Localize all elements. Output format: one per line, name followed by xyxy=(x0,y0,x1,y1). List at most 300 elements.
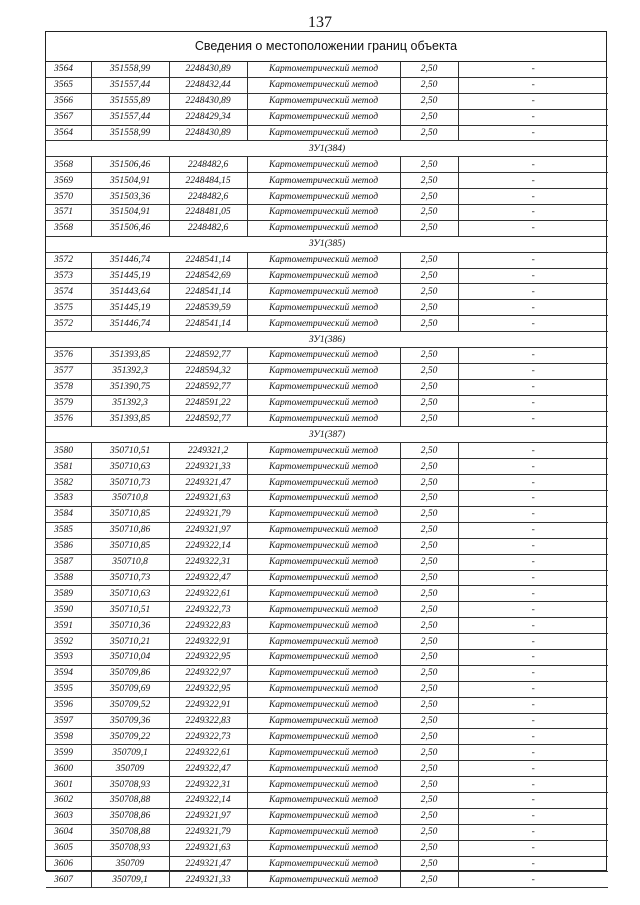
accuracy-cell: 2,50 xyxy=(400,681,458,697)
description-cell: - xyxy=(458,205,608,221)
accuracy-cell: 2,50 xyxy=(400,570,458,586)
point-number-cell: 3589 xyxy=(46,586,91,602)
description-cell: - xyxy=(458,284,608,300)
group-header-row xyxy=(46,332,608,348)
description-cell: - xyxy=(458,808,608,824)
table-row xyxy=(46,220,608,236)
accuracy-cell: 2,50 xyxy=(400,840,458,856)
method-cell: Картометрический метод xyxy=(247,856,400,872)
table-row xyxy=(46,618,608,634)
coord-y-cell: 2248542,69 xyxy=(169,268,247,284)
coord-y-cell: 2249322,14 xyxy=(169,538,247,554)
coord-x-cell: 350709,86 xyxy=(91,665,169,681)
accuracy-cell: 2,50 xyxy=(400,173,458,189)
coord-y-cell: 2249321,47 xyxy=(169,856,247,872)
coord-y-cell: 2248482,6 xyxy=(169,157,247,173)
method-cell: Картометрический метод xyxy=(247,93,400,109)
table-row xyxy=(46,316,608,332)
description-cell: - xyxy=(458,665,608,681)
coord-x-cell: 350708,88 xyxy=(91,824,169,840)
coord-y-cell: 2249321,47 xyxy=(169,475,247,491)
method-cell: Картометрический метод xyxy=(247,618,400,634)
coord-y-cell: 2249322,61 xyxy=(169,745,247,761)
table-row xyxy=(46,109,608,125)
table-row xyxy=(46,62,608,77)
table-row xyxy=(46,205,608,221)
table-row xyxy=(46,522,608,538)
accuracy-cell: 2,50 xyxy=(400,761,458,777)
coord-y-cell: 2249322,14 xyxy=(169,792,247,808)
accuracy-cell: 2,50 xyxy=(400,157,458,173)
coord-x-cell: 351558,99 xyxy=(91,62,169,77)
point-number-cell: 3607 xyxy=(46,872,91,888)
coord-x-cell: 350708,93 xyxy=(91,840,169,856)
table-row xyxy=(46,649,608,665)
group-header-row xyxy=(46,141,608,157)
table-row xyxy=(46,491,608,507)
coord-x-cell: 351445,19 xyxy=(91,268,169,284)
point-number-cell: 3567 xyxy=(46,109,91,125)
table-row xyxy=(46,268,608,284)
method-cell: Картометрический метод xyxy=(247,189,400,205)
method-cell: Картометрический метод xyxy=(247,634,400,650)
coord-y-cell: 2249321,97 xyxy=(169,808,247,824)
table-row xyxy=(46,634,608,650)
method-cell: Картометрический метод xyxy=(247,62,400,77)
table-row xyxy=(46,284,608,300)
table-row xyxy=(46,602,608,618)
accuracy-cell: 2,50 xyxy=(400,649,458,665)
point-number-cell: 3592 xyxy=(46,634,91,650)
coord-x-cell: 350708,88 xyxy=(91,792,169,808)
coord-x-cell: 351506,46 xyxy=(91,220,169,236)
method-cell: Картометрический метод xyxy=(247,77,400,93)
point-number-cell: 3580 xyxy=(46,443,91,459)
description-cell: - xyxy=(458,300,608,316)
point-number-cell: 3584 xyxy=(46,506,91,522)
coord-y-cell: 2249321,63 xyxy=(169,491,247,507)
point-number-cell: 3564 xyxy=(46,62,91,77)
description-cell: - xyxy=(458,777,608,793)
coord-y-cell: 2248541,14 xyxy=(169,252,247,268)
coord-x-cell: 351445,19 xyxy=(91,300,169,316)
description-cell: - xyxy=(458,840,608,856)
point-number-cell: 3594 xyxy=(46,665,91,681)
coord-y-cell: 2248592,77 xyxy=(169,348,247,364)
coord-x-cell: 350710,85 xyxy=(91,506,169,522)
point-number-cell: 3596 xyxy=(46,697,91,713)
table-row xyxy=(46,411,608,427)
method-cell: Картометрический метод xyxy=(247,220,400,236)
table-row xyxy=(46,459,608,475)
coord-y-cell: 2248592,77 xyxy=(169,411,247,427)
table-row xyxy=(46,363,608,379)
group-header-row xyxy=(46,236,608,252)
point-number-cell: 3569 xyxy=(46,173,91,189)
coord-y-cell: 2249322,95 xyxy=(169,681,247,697)
point-number-cell: 3601 xyxy=(46,777,91,793)
table-row xyxy=(46,713,608,729)
coord-x-cell: 351503,36 xyxy=(91,189,169,205)
accuracy-cell: 2,50 xyxy=(400,665,458,681)
table-row xyxy=(46,824,608,840)
coord-x-cell: 350710,63 xyxy=(91,586,169,602)
point-number-cell: 3565 xyxy=(46,77,91,93)
point-number-cell: 3568 xyxy=(46,220,91,236)
point-number-cell: 3579 xyxy=(46,395,91,411)
point-number-cell: 3595 xyxy=(46,681,91,697)
method-cell: Картометрический метод xyxy=(247,761,400,777)
point-number-cell: 3603 xyxy=(46,808,91,824)
method-cell: Картометрический метод xyxy=(247,538,400,554)
table-row xyxy=(46,586,608,602)
accuracy-cell: 2,50 xyxy=(400,745,458,761)
method-cell: Картометрический метод xyxy=(247,729,400,745)
method-cell: Картометрический метод xyxy=(247,586,400,602)
method-cell: Картометрический метод xyxy=(247,411,400,427)
coord-x-cell: 351504,91 xyxy=(91,205,169,221)
coord-x-cell: 351558,99 xyxy=(91,125,169,141)
description-cell: - xyxy=(458,77,608,93)
accuracy-cell: 2,50 xyxy=(400,872,458,888)
group-header-row xyxy=(46,427,608,443)
coord-y-cell: 2248482,6 xyxy=(169,189,247,205)
table-row xyxy=(46,792,608,808)
description-cell: - xyxy=(458,109,608,125)
accuracy-cell: 2,50 xyxy=(400,506,458,522)
coord-x-cell: 351393,85 xyxy=(91,348,169,364)
point-number-cell: 3605 xyxy=(46,840,91,856)
point-number-cell: 3572 xyxy=(46,252,91,268)
accuracy-cell: 2,50 xyxy=(400,109,458,125)
coord-x-cell: 350710,8 xyxy=(91,491,169,507)
point-number-cell: 3583 xyxy=(46,491,91,507)
point-number-cell: 3571 xyxy=(46,205,91,221)
point-number-cell: 3590 xyxy=(46,602,91,618)
coord-x-cell: 350710,51 xyxy=(91,602,169,618)
table-row xyxy=(46,506,608,522)
coord-x-cell: 351446,74 xyxy=(91,252,169,268)
table-row xyxy=(46,872,608,888)
accuracy-cell: 2,50 xyxy=(400,93,458,109)
table-row xyxy=(46,777,608,793)
method-cell: Картометрический метод xyxy=(247,300,400,316)
description-cell: - xyxy=(458,618,608,634)
coord-y-cell: 2248429,34 xyxy=(169,109,247,125)
table-row xyxy=(46,125,608,141)
description-cell: - xyxy=(458,475,608,491)
method-cell: Картометрический метод xyxy=(247,570,400,586)
group-label: ЗУ1(387) xyxy=(46,427,608,443)
coord-y-cell: 2249322,95 xyxy=(169,649,247,665)
table-row xyxy=(46,570,608,586)
description-cell: - xyxy=(458,268,608,284)
method-cell: Картометрический метод xyxy=(247,475,400,491)
description-cell: - xyxy=(458,681,608,697)
point-number-cell: 3577 xyxy=(46,363,91,379)
table-row xyxy=(46,348,608,364)
method-cell: Картометрический метод xyxy=(247,777,400,793)
table-row xyxy=(46,93,608,109)
table-row xyxy=(46,379,608,395)
accuracy-cell: 2,50 xyxy=(400,284,458,300)
method-cell: Картометрический метод xyxy=(247,316,400,332)
coord-x-cell: 350708,86 xyxy=(91,808,169,824)
method-cell: Картометрический метод xyxy=(247,252,400,268)
coord-y-cell: 2249322,47 xyxy=(169,761,247,777)
point-number-cell: 3572 xyxy=(46,316,91,332)
coord-y-cell: 2249321,33 xyxy=(169,872,247,888)
accuracy-cell: 2,50 xyxy=(400,491,458,507)
coord-y-cell: 2248541,14 xyxy=(169,284,247,300)
coord-y-cell: 2249321,33 xyxy=(169,459,247,475)
accuracy-cell: 2,50 xyxy=(400,189,458,205)
point-number-cell: 3587 xyxy=(46,554,91,570)
coord-y-cell: 2249322,83 xyxy=(169,713,247,729)
point-number-cell: 3578 xyxy=(46,379,91,395)
coord-x-cell: 350710,04 xyxy=(91,649,169,665)
accuracy-cell: 2,50 xyxy=(400,634,458,650)
coord-x-cell: 350710,86 xyxy=(91,522,169,538)
coord-x-cell: 351392,3 xyxy=(91,363,169,379)
description-cell: - xyxy=(458,792,608,808)
coord-y-cell: 2248592,77 xyxy=(169,379,247,395)
table-title: Сведения о местоположении границ объекта xyxy=(46,32,606,62)
coord-y-cell: 2249321,79 xyxy=(169,506,247,522)
accuracy-cell: 2,50 xyxy=(400,824,458,840)
table-row xyxy=(46,300,608,316)
coord-x-cell: 350710,73 xyxy=(91,475,169,491)
method-cell: Картометрический метод xyxy=(247,697,400,713)
description-cell: - xyxy=(458,459,608,475)
accuracy-cell: 2,50 xyxy=(400,443,458,459)
coord-y-cell: 2249322,83 xyxy=(169,618,247,634)
method-cell: Картометрический метод xyxy=(247,665,400,681)
coord-y-cell: 2249322,73 xyxy=(169,729,247,745)
description-cell: - xyxy=(458,62,608,77)
table-row xyxy=(46,77,608,93)
coord-x-cell: 350710,51 xyxy=(91,443,169,459)
point-number-cell: 3593 xyxy=(46,649,91,665)
method-cell: Картометрический метод xyxy=(247,745,400,761)
table-body xyxy=(46,62,608,888)
method-cell: Картометрический метод xyxy=(247,157,400,173)
coord-x-cell: 350709,36 xyxy=(91,713,169,729)
description-cell: - xyxy=(458,411,608,427)
coord-x-cell: 350709,1 xyxy=(91,872,169,888)
coord-y-cell: 2249321,97 xyxy=(169,522,247,538)
description-cell: - xyxy=(458,125,608,141)
point-number-cell: 3564 xyxy=(46,125,91,141)
coord-x-cell: 351392,3 xyxy=(91,395,169,411)
accuracy-cell: 2,50 xyxy=(400,205,458,221)
coord-x-cell: 350710,8 xyxy=(91,554,169,570)
description-cell: - xyxy=(458,872,608,888)
coord-x-cell: 351390,75 xyxy=(91,379,169,395)
table-row xyxy=(46,189,608,205)
method-cell: Картометрический метод xyxy=(247,348,400,364)
coord-x-cell: 350709,22 xyxy=(91,729,169,745)
coord-x-cell: 351446,74 xyxy=(91,316,169,332)
coord-x-cell: 350710,73 xyxy=(91,570,169,586)
point-number-cell: 3566 xyxy=(46,93,91,109)
description-cell: - xyxy=(458,602,608,618)
coord-y-cell: 2249322,91 xyxy=(169,697,247,713)
accuracy-cell: 2,50 xyxy=(400,316,458,332)
table-row xyxy=(46,665,608,681)
coord-x-cell: 350710,21 xyxy=(91,634,169,650)
coord-y-cell: 2249322,31 xyxy=(169,554,247,570)
method-cell: Картометрический метод xyxy=(247,284,400,300)
table-row xyxy=(46,173,608,189)
boundary-table-sheet xyxy=(45,31,607,885)
accuracy-cell: 2,50 xyxy=(400,379,458,395)
accuracy-cell: 2,50 xyxy=(400,348,458,364)
coord-y-cell: 2248591,22 xyxy=(169,395,247,411)
coord-x-cell: 350710,63 xyxy=(91,459,169,475)
point-number-cell: 3575 xyxy=(46,300,91,316)
description-cell: - xyxy=(458,491,608,507)
method-cell: Картометрический метод xyxy=(247,395,400,411)
method-cell: Картометрический метод xyxy=(247,649,400,665)
accuracy-cell: 2,50 xyxy=(400,618,458,634)
point-number-cell: 3570 xyxy=(46,189,91,205)
accuracy-cell: 2,50 xyxy=(400,713,458,729)
accuracy-cell: 2,50 xyxy=(400,475,458,491)
coord-x-cell: 350709,69 xyxy=(91,681,169,697)
table-row xyxy=(46,157,608,173)
coord-x-cell: 350709,52 xyxy=(91,697,169,713)
description-cell: - xyxy=(458,570,608,586)
coord-y-cell: 2248541,14 xyxy=(169,316,247,332)
method-cell: Картометрический метод xyxy=(247,602,400,618)
method-cell: Картометрический метод xyxy=(247,554,400,570)
description-cell: - xyxy=(458,157,608,173)
description-cell: - xyxy=(458,348,608,364)
coord-x-cell: 350710,85 xyxy=(91,538,169,554)
coord-y-cell: 2249321,63 xyxy=(169,840,247,856)
accuracy-cell: 2,50 xyxy=(400,62,458,77)
method-cell: Картометрический метод xyxy=(247,125,400,141)
description-cell: - xyxy=(458,173,608,189)
description-cell: - xyxy=(458,379,608,395)
coord-x-cell: 351393,85 xyxy=(91,411,169,427)
table-row xyxy=(46,761,608,777)
point-number-cell: 3574 xyxy=(46,284,91,300)
coord-x-cell: 351504,91 xyxy=(91,173,169,189)
point-number-cell: 3606 xyxy=(46,856,91,872)
point-number-cell: 3597 xyxy=(46,713,91,729)
accuracy-cell: 2,50 xyxy=(400,300,458,316)
coord-x-cell: 350709,1 xyxy=(91,745,169,761)
description-cell: - xyxy=(458,220,608,236)
point-number-cell: 3582 xyxy=(46,475,91,491)
coord-y-cell: 2248430,89 xyxy=(169,62,247,77)
coord-y-cell: 2249322,61 xyxy=(169,586,247,602)
description-cell: - xyxy=(458,697,608,713)
group-label: ЗУ1(384) xyxy=(46,141,608,157)
method-cell: Картометрический метод xyxy=(247,824,400,840)
coord-y-cell: 2248482,6 xyxy=(169,220,247,236)
description-cell: - xyxy=(458,824,608,840)
boundary-points-table xyxy=(46,62,608,888)
table-row xyxy=(46,745,608,761)
method-cell: Картометрический метод xyxy=(247,459,400,475)
coord-x-cell: 350708,93 xyxy=(91,777,169,793)
table-row xyxy=(46,443,608,459)
group-label: ЗУ1(386) xyxy=(46,332,608,348)
accuracy-cell: 2,50 xyxy=(400,856,458,872)
accuracy-cell: 2,50 xyxy=(400,808,458,824)
description-cell: - xyxy=(458,252,608,268)
accuracy-cell: 2,50 xyxy=(400,777,458,793)
description-cell: - xyxy=(458,713,608,729)
method-cell: Картометрический метод xyxy=(247,109,400,125)
accuracy-cell: 2,50 xyxy=(400,220,458,236)
description-cell: - xyxy=(458,395,608,411)
point-number-cell: 3568 xyxy=(46,157,91,173)
method-cell: Картометрический метод xyxy=(247,379,400,395)
coord-y-cell: 2249322,97 xyxy=(169,665,247,681)
description-cell: - xyxy=(458,586,608,602)
description-cell: - xyxy=(458,634,608,650)
method-cell: Картометрический метод xyxy=(247,268,400,284)
method-cell: Картометрический метод xyxy=(247,363,400,379)
table-row xyxy=(46,395,608,411)
point-number-cell: 3591 xyxy=(46,618,91,634)
accuracy-cell: 2,50 xyxy=(400,538,458,554)
point-number-cell: 3585 xyxy=(46,522,91,538)
coord-y-cell: 2249322,31 xyxy=(169,777,247,793)
coord-y-cell: 2249322,91 xyxy=(169,634,247,650)
accuracy-cell: 2,50 xyxy=(400,252,458,268)
accuracy-cell: 2,50 xyxy=(400,729,458,745)
accuracy-cell: 2,50 xyxy=(400,125,458,141)
point-number-cell: 3573 xyxy=(46,268,91,284)
accuracy-cell: 2,50 xyxy=(400,459,458,475)
point-number-cell: 3604 xyxy=(46,824,91,840)
coord-y-cell: 2248481,05 xyxy=(169,205,247,221)
table-row xyxy=(46,554,608,570)
description-cell: - xyxy=(458,729,608,745)
coord-y-cell: 2248539,59 xyxy=(169,300,247,316)
coord-x-cell: 350709 xyxy=(91,761,169,777)
coord-x-cell: 350710,36 xyxy=(91,618,169,634)
point-number-cell: 3581 xyxy=(46,459,91,475)
accuracy-cell: 2,50 xyxy=(400,268,458,284)
accuracy-cell: 2,50 xyxy=(400,554,458,570)
accuracy-cell: 2,50 xyxy=(400,411,458,427)
method-cell: Картометрический метод xyxy=(247,491,400,507)
coord-y-cell: 2248484,15 xyxy=(169,173,247,189)
coord-x-cell: 351506,46 xyxy=(91,157,169,173)
method-cell: Картометрический метод xyxy=(247,713,400,729)
method-cell: Картометрический метод xyxy=(247,506,400,522)
method-cell: Картометрический метод xyxy=(247,840,400,856)
method-cell: Картометрический метод xyxy=(247,681,400,697)
coord-y-cell: 2249321,2 xyxy=(169,443,247,459)
description-cell: - xyxy=(458,649,608,665)
coord-y-cell: 2248432,44 xyxy=(169,77,247,93)
description-cell: - xyxy=(458,189,608,205)
description-cell: - xyxy=(458,856,608,872)
coord-x-cell: 350709 xyxy=(91,856,169,872)
table-row xyxy=(46,729,608,745)
table-row xyxy=(46,681,608,697)
point-number-cell: 3576 xyxy=(46,348,91,364)
description-cell: - xyxy=(458,506,608,522)
point-number-cell: 3576 xyxy=(46,411,91,427)
